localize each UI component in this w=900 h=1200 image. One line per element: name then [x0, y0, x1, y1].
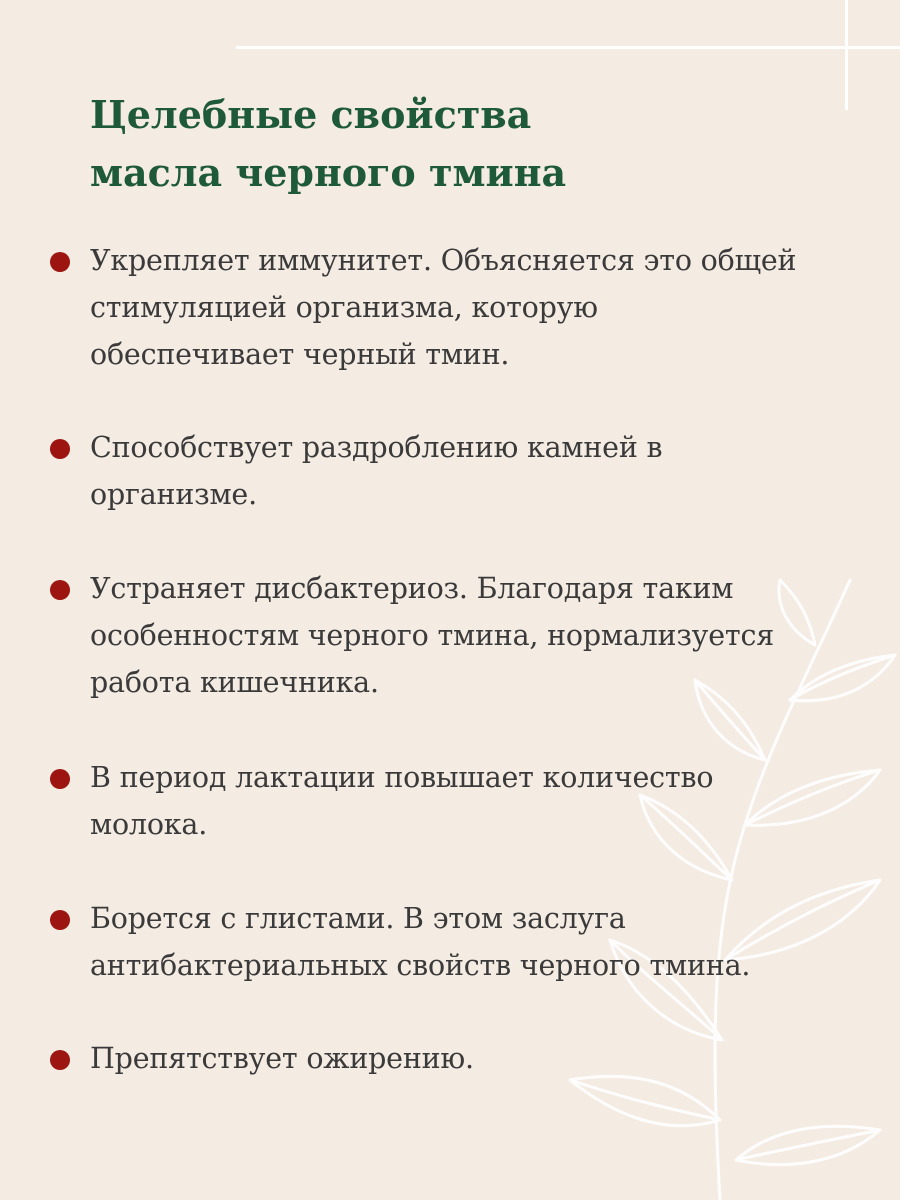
- benefit-text: [90, 565, 840, 706]
- benefit-text: [90, 424, 840, 518]
- bullet-dot-icon: [50, 910, 70, 930]
- benefit-text: [90, 237, 840, 378]
- benefit-text-line: Укрепляет иммунитет. Объясняется это общей: [90, 244, 797, 277]
- benefit-text-line: обеспечивает черный тмин.: [90, 338, 510, 371]
- benefit-text-line: стимуляцией организма, которую: [90, 291, 598, 324]
- benefit-text-line: молока.: [90, 808, 208, 841]
- page-title-line-2: масла черного тмина: [90, 150, 567, 195]
- bullet-dot-icon: [50, 769, 70, 789]
- bullet-dot-icon: [50, 580, 70, 600]
- benefit-text-line: особенностям черного тмина, нормализуется: [90, 619, 775, 652]
- bullet-dot-icon: [50, 252, 70, 272]
- bullet-dot-icon: [50, 1050, 70, 1070]
- bullet-dot-icon: [50, 439, 70, 459]
- benefit-text: [90, 754, 840, 848]
- benefit-text-line: работа кишечника.: [90, 666, 379, 699]
- benefit-text-line: организме.: [90, 478, 257, 511]
- page-title-line-1: Целебные свойства: [90, 92, 532, 137]
- benefits-list: [50, 0, 850, 1200]
- benefit-text-line: Препятствует ожирению.: [90, 1042, 474, 1075]
- benefit-text-line: В период лактации повышает количество: [90, 761, 714, 794]
- benefit-text-line: Способствует раздроблению камней в: [90, 431, 663, 464]
- benefit-text: [90, 1035, 840, 1082]
- benefit-text-line: антибактериальных свойств черного тмина.: [90, 949, 751, 982]
- benefit-text-line: Борется с глистами. В этом заслуга: [90, 902, 626, 935]
- benefit-text-line: Устраняет дисбактериоз. Благодаря таким: [90, 572, 734, 605]
- benefit-text: [90, 895, 840, 989]
